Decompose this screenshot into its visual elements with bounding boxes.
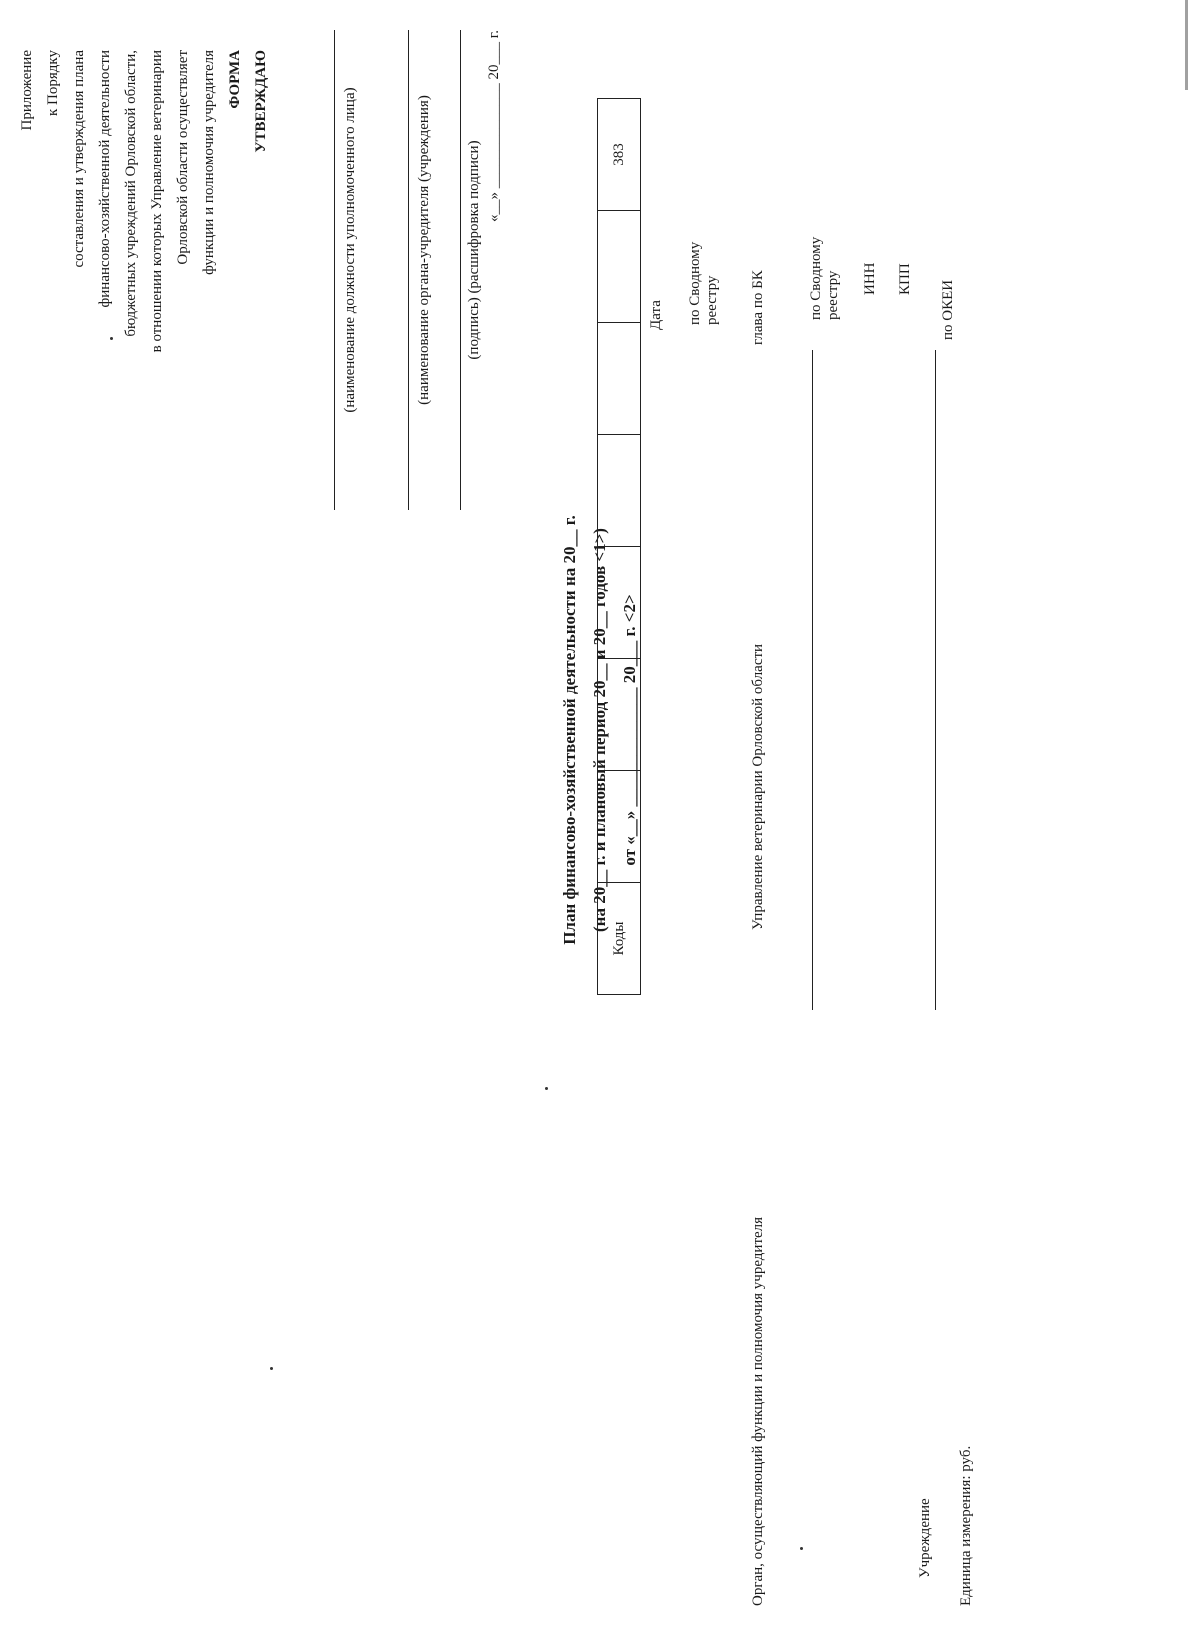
code-label-date: Дата — [648, 300, 664, 330]
appendix-line: бюджетных учреждений Орловской области, — [123, 50, 139, 337]
appendix-line: в отношении которых Управление ветеринарии — [149, 50, 165, 353]
code-label-registry: по Сводному реестру — [687, 241, 720, 325]
codes-header: Коды — [598, 883, 641, 995]
scan-speck — [800, 1547, 803, 1550]
plan-date: от «__» ______________ 20___ г. <2> — [620, 594, 639, 866]
appendix-line: составления и утверждения плана — [71, 50, 87, 268]
institution-label: Учреждение — [917, 1498, 933, 1578]
scan-edge-shadow — [1185, 0, 1188, 90]
appendix-line: Приложение — [19, 50, 35, 131]
scan-speck — [545, 1087, 548, 1090]
unit-label: Единица измерения: руб. — [958, 1445, 974, 1606]
organ-value-line — [812, 350, 813, 1010]
organ-caption: (наименование органа-учредителя (учреждения) — [416, 95, 432, 405]
codes-cell-okei: 383 — [598, 99, 641, 211]
appendix-header — [14, 50, 274, 470]
codes-cell-registry-2 — [598, 435, 641, 547]
approval-date-line: «__» ______________ 20___ г. — [486, 30, 502, 222]
position-caption: (наименование должности уполномоченного лица) — [342, 87, 358, 413]
signature-caption: (подпись) (расшифровка подписи) — [466, 140, 482, 360]
signature-line — [460, 30, 461, 510]
code-label-kpp: КПП — [897, 263, 913, 295]
appendix-line: к Порядку — [45, 50, 61, 116]
organ-line — [408, 30, 409, 510]
codes-cell-kpp — [598, 211, 641, 323]
code-label-inn: ИНН — [862, 262, 878, 295]
code-label-bk: глава по БК — [750, 270, 766, 345]
organ-label: Орган, осуществляющий функции и полномочия учредителя — [750, 1216, 766, 1606]
approve-label: УТВЕРЖДАЮ — [253, 50, 269, 153]
institution-line — [935, 350, 936, 1010]
appendix-line: финансово-хозяйственной деятельности — [97, 50, 113, 308]
codes-cell-date — [598, 771, 641, 883]
codes-cell-inn — [598, 323, 641, 435]
code-label-okei: по ОКЕИ — [940, 279, 956, 340]
appendix-line: функции и полномочия учредителя — [201, 50, 217, 275]
plan-title: План финансово-хозяйственной деятельности на 20__ г. — [560, 515, 579, 945]
appendix-line: Орловской области осуществляет — [175, 50, 191, 265]
plan-period: (на 20__ г. и плановый период 20__ и 20__ годов <1>) — [590, 528, 609, 932]
codes-table — [597, 98, 641, 995]
forma-label: ФОРМА — [227, 50, 243, 109]
codes-cell-registry — [598, 659, 641, 771]
position-line — [334, 30, 335, 510]
code-label-registry-2: по Сводному реестру — [808, 236, 841, 320]
codes-cell-bk — [598, 547, 641, 659]
organ-value: Управление ветеринарии Орловской области — [750, 643, 766, 930]
scan-speck — [270, 1367, 273, 1370]
